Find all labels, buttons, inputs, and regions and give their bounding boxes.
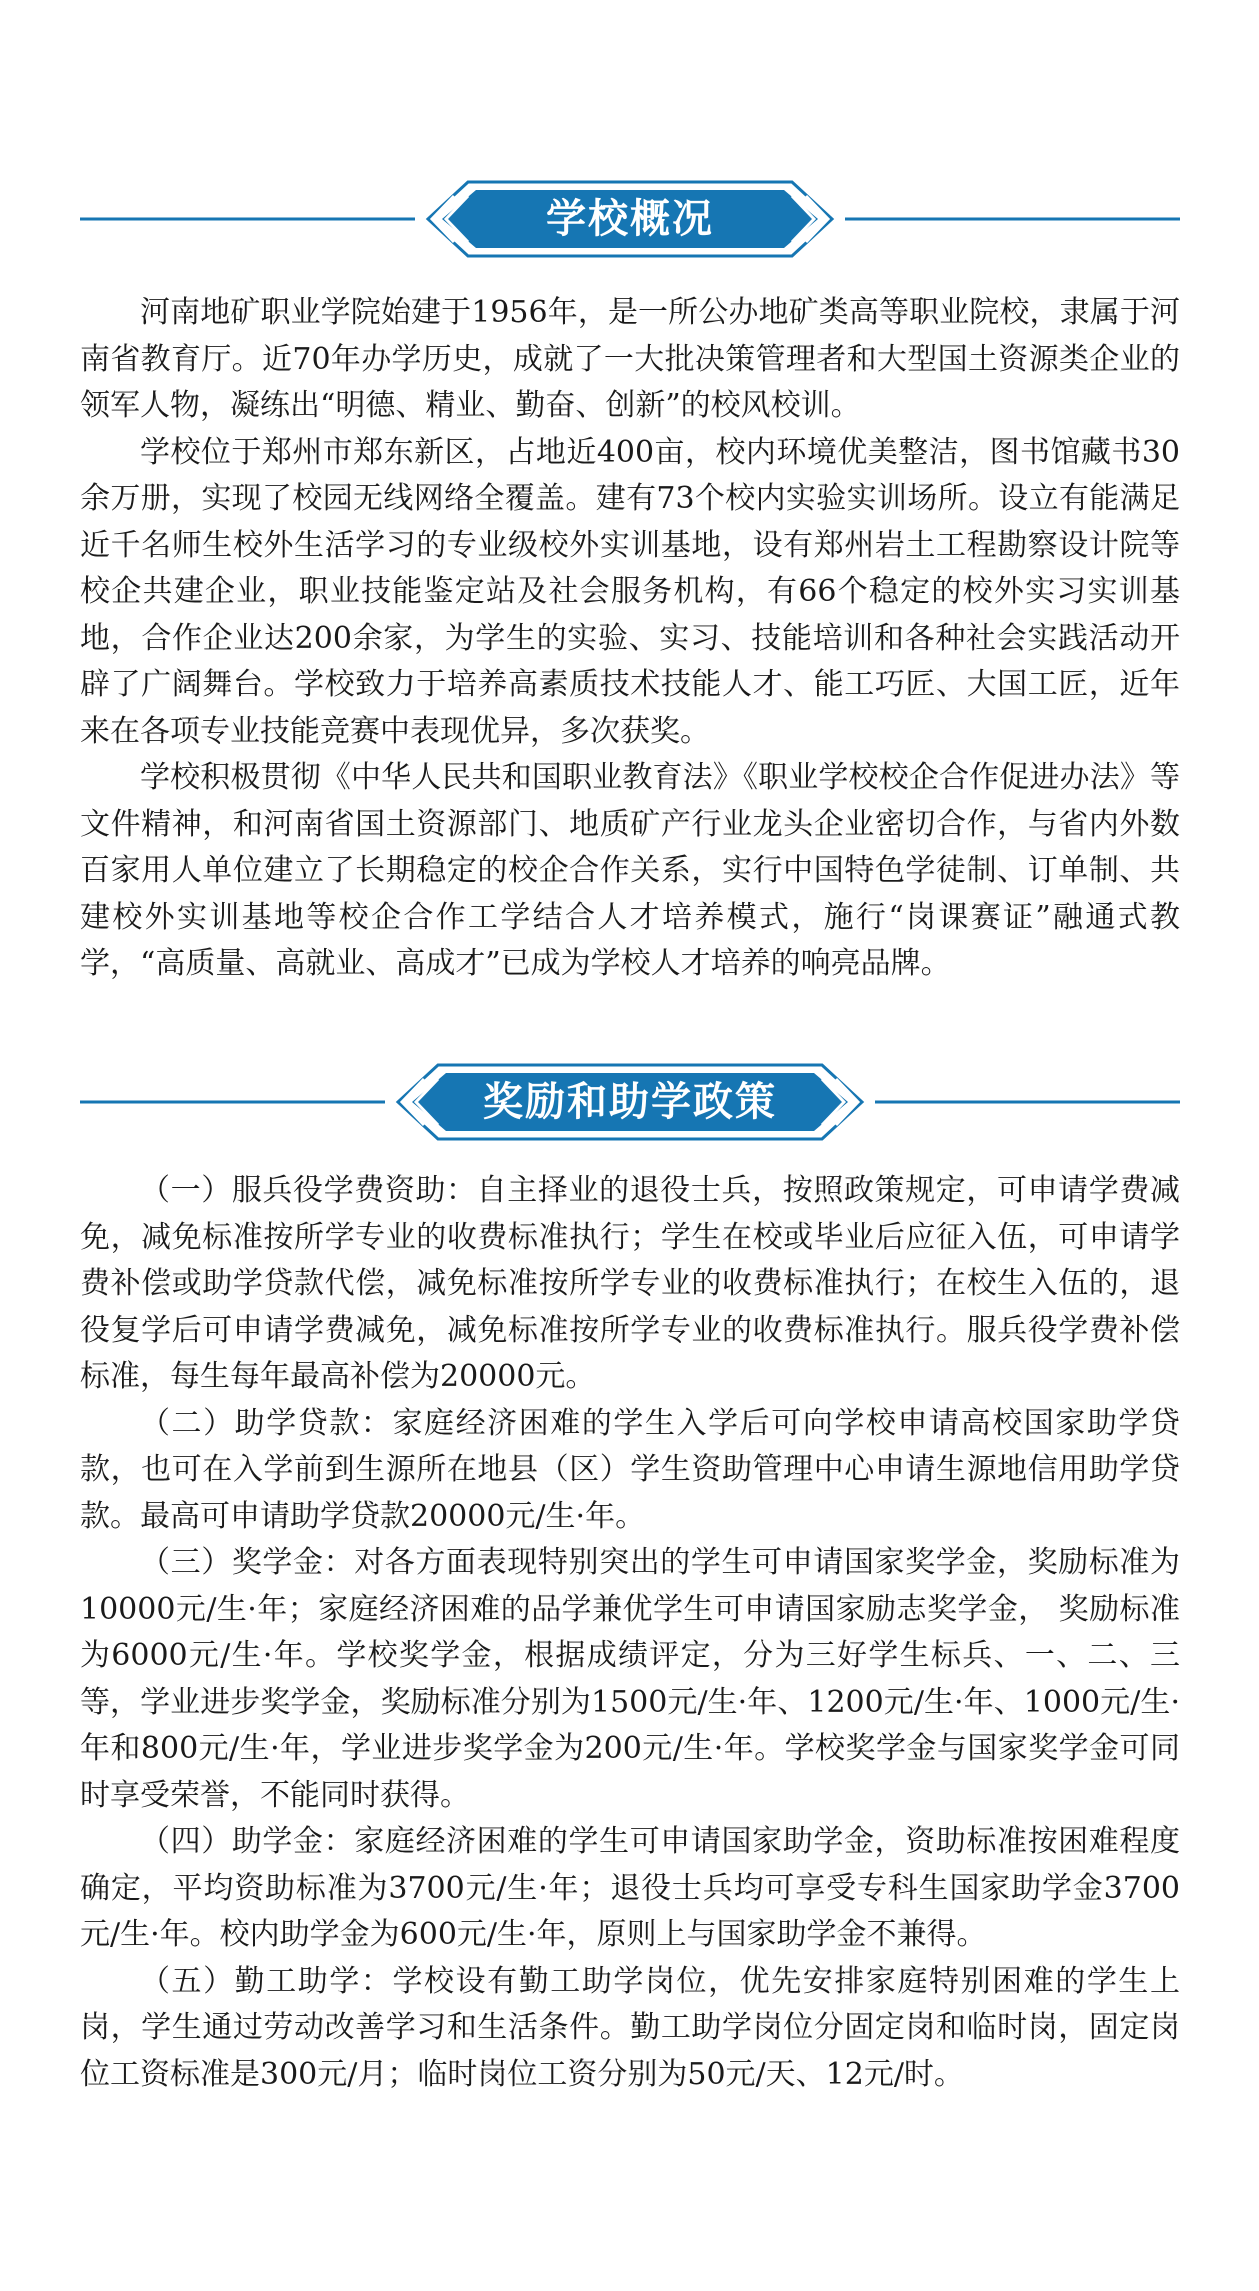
paragraph: 学校位于郑州市郑东新区，占地近400亩，校内环境优美整洁，图书馆藏书30余万册，实现了校园无线网络全覆盖。建有73个校内实验实训场所。设立有能满足近千名师生校外生活学习的专业级校外实训基地，设有郑州岩土工程勘察设计院等校企共建企业，职业技能鉴定站及社会服务机构，有66个稳定的校外实习实训基地，合作企业达200余家，为学生的实验、实习、技能培训和各种社会实践活动开辟了广阔舞台。学校致力于培养高素质技术技能人才、能工巧匠、大国工匠，近年来在各项专业技能竞赛中表现优异，多次获奖。: [80, 434, 1180, 749]
paragraph: （二）助学贷款：家庭经济困难的学生入学后可向学校申请高校国家助学贷款，也可在入学前到生源所在地县（区）学生资助管理中心申请生源地信用助学贷款。最高可申请助学贷款20000元/生·年。: [80, 1405, 1180, 1534]
paragraph: （四）助学金：家庭经济困难的学生可申请国家助学金，资助标准按困难程度确定，平均资助标准为3700元/生·年；退役士兵均可享受专科生国家助学金3700元/生·年。校内助学金为600元/生·年，原则上与国家助学金不兼得。: [80, 1824, 1180, 1952]
paragraph: （一）服兵役学费资助：自主择业的退役士兵，按照政策规定，可申请学费减免，减免标准按所学专业的收费标准执行；学生在校或毕业后应征入伍，可申请学费补偿或助学贷款代偿，减免标准按所学专业的收费标准执行；在校生入伍的，退役复学后可申请学费减免，减免标准按所学专业的收费标准执行。服兵役学费补偿标准，每生每年最高补偿为20000元。: [80, 1173, 1180, 1394]
paragraph: （三）奖学金：对各方面表现特别突出的学生可申请国家奖学金，奖励标准为10000元/生·年；家庭经济困难的品学兼优学生可申请国家励志奖学金， 奖励标准为6000元/生·年。学校奖学金，根据成绩评定，分为三好学生标兵、一、二、三等，学业进步奖学金，奖励标准分别为1500元/生·年、1200元/生·年、1000元/生·年和800元/生·年，学业进步奖学金为200元/生·年。学校奖学金与国家奖学金可同时享受荣誉，不能同时获得。: [80, 1545, 1180, 1813]
section-title: 学校概况: [546, 195, 714, 242]
paragraph: 学校积极贯彻《中华人民共和国职业教育法》《职业学校校企合作促进办法》等文件精神，和河南省国土资源部门、地质矿产行业龙头企业密切合作，与省内外数百家用人单位建立了长期稳定的校企合作关系，实行中国特色学徒制、订单制、共建校外实训基地等校企合作工学结合人才培养模式，施行“岗课赛证”融通式教学，“高质量、高就业、高成才”已成为学校人才培养的响亮品牌。: [80, 760, 1180, 981]
section-header-scholarship-policy: [80, 1037, 1180, 1167]
school-overview-text: [80, 290, 1180, 988]
paragraph: 河南地矿职业学院始建于1956年，是一所公办地矿类高等职业院校，隶属于河南省教育厅。近70年办学历史，成就了一大批决策管理者和大型国土资源类企业的领军人物，凝练出“明德、精业、勤奋、创新”的校风校训。: [80, 295, 1180, 423]
section-header-school-overview: [80, 154, 1180, 284]
section-title: 奖励和助学政策: [483, 1078, 777, 1125]
paragraph: （五）勤工助学：学校设有勤工助学岗位，优先安排家庭特别困难的学生上岗，学生通过劳动改善学习和生活条件。勤工助学岗位分固定岗和临时岗，固定岗位工资标准是300元/月；临时岗位工资分别为50元/天、12元/时。: [80, 1963, 1180, 2092]
scholarship-policy-text: [80, 1168, 1180, 2098]
